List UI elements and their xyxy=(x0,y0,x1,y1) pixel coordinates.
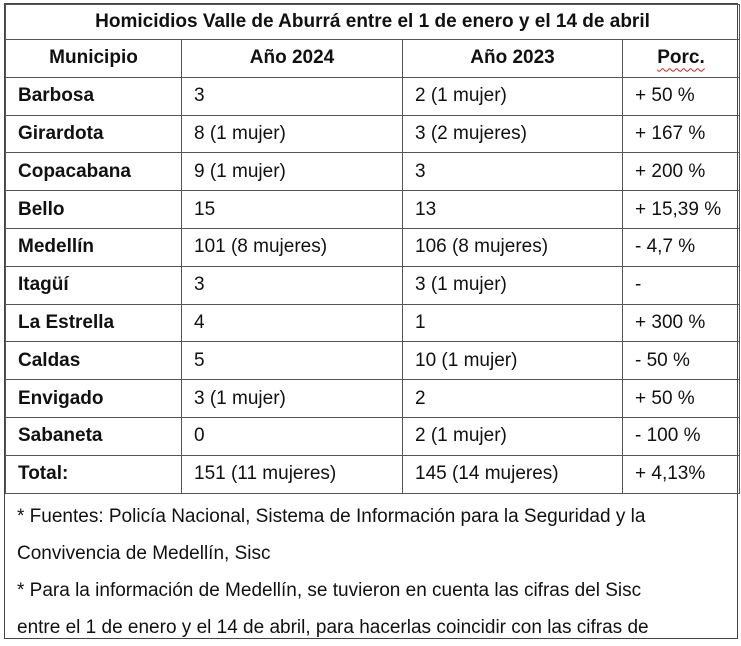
table-row xyxy=(6,304,740,342)
year-2023-cell: 13 xyxy=(403,191,623,229)
homicide-table xyxy=(5,4,740,494)
municipio-cell: Girardota xyxy=(6,115,182,153)
porc-cell: - xyxy=(623,266,740,304)
table-row xyxy=(6,77,740,115)
municipio-cell: Bello xyxy=(6,191,182,229)
table-row xyxy=(6,191,740,229)
header-porc xyxy=(623,40,740,78)
total-2024-cell: 151 (11 mujeres) xyxy=(182,455,403,493)
year-2023-cell: 3 xyxy=(403,153,623,191)
footnotes xyxy=(5,494,737,646)
municipio-cell: Caldas xyxy=(6,342,182,380)
header-row xyxy=(6,40,740,78)
municipio-cell: Medellín xyxy=(6,228,182,266)
table-row xyxy=(6,153,740,191)
table-row xyxy=(6,266,740,304)
year-2024-cell: 5 xyxy=(182,342,403,380)
table-title: Homicidios Valle de Aburrá entre el 1 de enero y el 14 de abril xyxy=(6,5,740,40)
footnote-line: entre el 1 de enero y el 14 de abril, para hacerlas coincidir con las cifras de xyxy=(17,616,649,638)
year-2024-cell: 8 (1 mujer) xyxy=(182,115,403,153)
year-2024-cell: 9 (1 mujer) xyxy=(182,153,403,191)
header-year-2023: Año 2023 xyxy=(403,40,623,78)
year-2023-cell: 2 (1 mujer) xyxy=(403,77,623,115)
year-2024-cell: 4 xyxy=(182,304,403,342)
porc-cell: + 50 % xyxy=(623,77,740,115)
year-2023-cell: 1 xyxy=(403,304,623,342)
porc-cell: + 15,39 % xyxy=(623,191,740,229)
year-2024-cell: 0 xyxy=(182,417,403,455)
footnote-line: * Fuentes: Policía Nacional, Sistema de Información para la Seguridad y la xyxy=(17,505,646,527)
homicide-table-document xyxy=(4,3,738,639)
table-row xyxy=(6,115,740,153)
header-year-2024: Año 2024 xyxy=(182,40,403,78)
year-2024-cell: 15 xyxy=(182,191,403,229)
footnote-line: Convivencia de Medellín, Sisc xyxy=(17,542,271,564)
porc-cell: + 167 % xyxy=(623,115,740,153)
municipio-cell: Itagüí xyxy=(6,266,182,304)
porc-cell: + 50 % xyxy=(623,380,740,418)
total-porc-cell: + 4,13% xyxy=(623,455,740,493)
table-row xyxy=(6,228,740,266)
year-2023-cell: 2 xyxy=(403,380,623,418)
porc-cell: + 300 % xyxy=(623,304,740,342)
year-2023-cell: 3 (1 mujer) xyxy=(403,266,623,304)
municipio-cell: La Estrella xyxy=(6,304,182,342)
total-row xyxy=(6,455,740,493)
year-2024-cell: 101 (8 mujeres) xyxy=(182,228,403,266)
total-label: Total: xyxy=(6,455,182,493)
table-row xyxy=(6,380,740,418)
total-2023-cell: 145 (14 mujeres) xyxy=(403,455,623,493)
porc-cell: - 100 % xyxy=(623,417,740,455)
year-2024-cell: 3 (1 mujer) xyxy=(182,380,403,418)
header-porc-label: Porc. xyxy=(657,47,705,69)
year-2024-cell: 3 xyxy=(182,77,403,115)
footnote-line: * Para la información de Medellín, se tuvieron en cuenta las cifras del Sisc xyxy=(17,579,642,601)
municipio-cell: Envigado xyxy=(6,380,182,418)
table-row xyxy=(6,342,740,380)
header-municipio: Municipio xyxy=(6,40,182,78)
year-2023-cell: 3 (2 mujeres) xyxy=(403,115,623,153)
year-2023-cell: 106 (8 mujeres) xyxy=(403,228,623,266)
year-2023-cell: 10 (1 mujer) xyxy=(403,342,623,380)
title-row xyxy=(6,5,740,40)
porc-cell: - 4,7 % xyxy=(623,228,740,266)
municipio-cell: Barbosa xyxy=(6,77,182,115)
year-2023-cell: 2 (1 mujer) xyxy=(403,417,623,455)
municipio-cell: Sabaneta xyxy=(6,417,182,455)
municipio-cell: Copacabana xyxy=(6,153,182,191)
year-2024-cell: 3 xyxy=(182,266,403,304)
porc-cell: + 200 % xyxy=(623,153,740,191)
table-row xyxy=(6,417,740,455)
porc-cell: - 50 % xyxy=(623,342,740,380)
